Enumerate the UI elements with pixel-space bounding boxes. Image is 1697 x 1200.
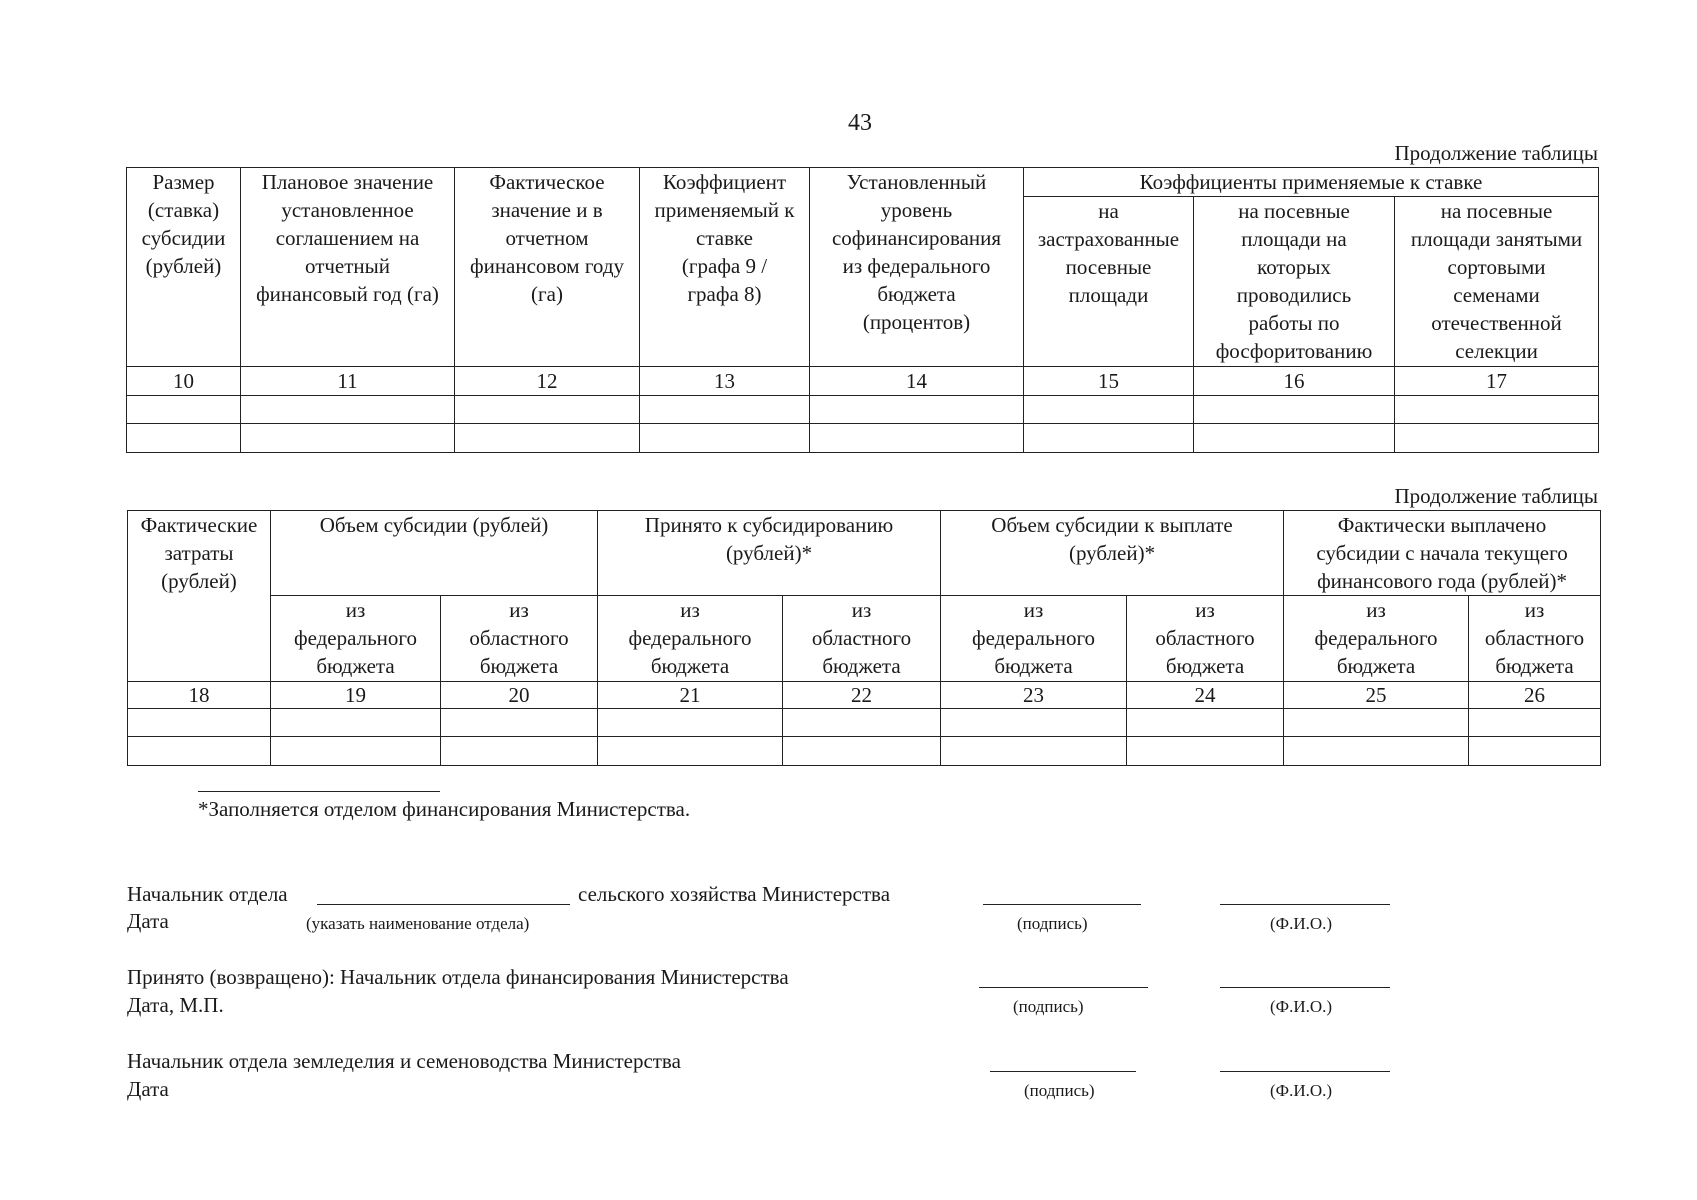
header-actual-value	[455, 168, 640, 367]
header-federal-budget	[941, 596, 1127, 682]
sig2-fio-label: (Ф.И.О.)	[1270, 997, 1333, 1016]
header-text-line: из	[345, 598, 366, 622]
header-text-line: федерального	[971, 626, 1096, 650]
column-number: 21	[598, 682, 783, 709]
sig1-fio-label: (Ф.И.О.)	[1270, 914, 1333, 933]
header-text-line: бюджета	[994, 654, 1073, 678]
sig3-fio-label: (Ф.И.О.)	[1270, 1081, 1333, 1100]
header-text-line: Установленный	[846, 170, 987, 194]
header-cofinancing-level	[810, 168, 1024, 367]
header-text-line: которых	[1257, 255, 1331, 279]
header-text-line: (рублей)	[145, 254, 222, 278]
header-text-line: семенами	[1453, 283, 1540, 307]
header-text-line: (рублей)*	[725, 541, 813, 565]
header-text-line: установленное	[281, 198, 414, 222]
table-cell	[941, 709, 1127, 737]
table-row	[127, 396, 1599, 424]
header-text-line: на	[1098, 199, 1119, 223]
header-text-line: уровень	[880, 198, 953, 222]
header-text-line: площади на	[1241, 227, 1347, 251]
header-text-line: работы по	[1248, 311, 1340, 335]
table-row	[128, 709, 1601, 737]
header-text-line: бюджета	[1495, 654, 1574, 678]
header-text-line: Принято к субсидированию	[644, 513, 894, 537]
sig1-signature-line	[983, 904, 1141, 905]
column-number: 17	[1395, 367, 1599, 396]
header-text-line: бюджета	[877, 282, 956, 306]
header-text-line: Коэффициент	[662, 170, 787, 194]
department-name-hint: (указать наименование отдела)	[306, 914, 530, 933]
column-number: 14	[810, 367, 1024, 396]
column-number: 24	[1127, 682, 1284, 709]
header-text-line: бюджета	[1336, 654, 1416, 678]
header-subsidy-volume	[271, 511, 598, 596]
sig2-title: Принято (возвращено): Начальник отдела финансирования Министерства	[127, 965, 789, 989]
table-cell	[271, 737, 441, 766]
table-cell	[271, 709, 441, 737]
header-text-line: областного	[811, 626, 912, 650]
table-cell	[1284, 709, 1469, 737]
header-text-line: (га)	[531, 282, 563, 306]
column-number: 20	[441, 682, 598, 709]
header-federal-budget	[1284, 596, 1469, 682]
table-cell	[441, 737, 598, 766]
sig3-fio-line	[1220, 1071, 1390, 1072]
table-cell	[783, 737, 941, 766]
header-text-line: площади	[1068, 283, 1149, 307]
header-text-line: Фактические	[140, 513, 258, 537]
column-number: 26	[1469, 682, 1601, 709]
header-text-line: соглашением на	[275, 226, 420, 250]
header-text-line: финансовый год (га)	[256, 282, 439, 306]
table-cell	[1395, 424, 1599, 453]
column-number: 16	[1194, 367, 1395, 396]
header-text-line: Объем субсидии к выплате	[991, 513, 1233, 537]
header-text-line: из	[851, 598, 872, 622]
header-regional-budget	[783, 596, 941, 682]
header-text-line: федерального	[293, 626, 418, 650]
header-regional-budget	[1469, 596, 1601, 682]
header-text-line: из	[680, 598, 700, 622]
header-text-line: графа 8)	[687, 282, 762, 306]
page-number: 43	[848, 110, 872, 136]
sig3-signature-label: (подпись)	[1024, 1081, 1095, 1100]
header-text-line: на посевные	[1238, 199, 1350, 223]
table-row	[127, 424, 1599, 453]
column-number: 12	[455, 367, 640, 396]
header-text-line: (рублей)	[161, 569, 237, 593]
header-text-line: отечественной	[1431, 311, 1562, 335]
header-planned-value	[241, 168, 455, 367]
header-actual-costs	[128, 511, 271, 682]
table-cell	[1194, 424, 1395, 453]
sig1-signature-label: (подпись)	[1017, 914, 1088, 933]
sig3-signature-line	[990, 1071, 1136, 1072]
header-text-line: областного	[1484, 626, 1585, 650]
header-text-line: бюджета	[1165, 654, 1245, 678]
column-number: 10	[127, 367, 241, 396]
header-text-line: (рублей)*	[1068, 541, 1156, 565]
table-cell	[1284, 737, 1469, 766]
table-cell	[127, 396, 241, 424]
header-regional-budget	[1127, 596, 1284, 682]
sig2-fio-line	[1220, 987, 1390, 988]
table-cell	[455, 424, 640, 453]
header-text-line: финансового года (рублей)*	[1317, 569, 1568, 593]
table-cell	[810, 424, 1024, 453]
header-text-line: из	[1366, 598, 1386, 622]
header-domestic-seed-areas	[1395, 197, 1599, 367]
header-regional-budget	[441, 596, 598, 682]
header-text-line: проводились	[1236, 283, 1352, 307]
header-text-line: областного	[1155, 626, 1255, 650]
sig2-signature-line	[979, 987, 1148, 988]
column-number: 19	[271, 682, 441, 709]
table1-continuation-label: Продолжение таблицы	[1394, 141, 1598, 165]
header-actually-paid	[1284, 511, 1601, 596]
header-text-line: из федерального	[842, 254, 991, 278]
table-cell	[640, 424, 810, 453]
sig1-date-label: Дата	[127, 909, 169, 933]
header-text-line: Размер	[152, 170, 215, 194]
table-cell	[1024, 424, 1194, 453]
header-text-line: отчетном	[505, 226, 589, 250]
header-text-line: областного	[469, 626, 569, 650]
table-cell	[598, 737, 783, 766]
column-number: 15	[1024, 367, 1194, 396]
column-number-row	[127, 367, 1599, 396]
column-number: 13	[640, 367, 810, 396]
header-text-line: из	[1023, 598, 1044, 622]
header-text-line: из	[509, 598, 529, 622]
table-cell	[441, 709, 598, 737]
header-text-line: субсидии с начала текущего	[1316, 541, 1568, 565]
sig1-fio-line	[1220, 904, 1390, 905]
column-number: 23	[941, 682, 1127, 709]
table-cell	[1469, 737, 1601, 766]
column-number: 25	[1284, 682, 1469, 709]
header-text-line: бюджета	[650, 654, 730, 678]
header-subsidy-rate	[127, 168, 241, 367]
header-text-line: застрахованные	[1037, 227, 1180, 251]
table-cell	[810, 396, 1024, 424]
table-cell	[1395, 396, 1599, 424]
header-text-line: фосфоритованию	[1215, 339, 1373, 363]
sig3-title: Начальник отдела земледелия и семеноводства Министерства	[127, 1049, 681, 1073]
header-text-line: Объем субсидии (рублей)	[319, 513, 549, 537]
header-insured-areas	[1024, 197, 1194, 367]
header-text-line: (процентов)	[862, 310, 971, 334]
department-name-line	[317, 904, 570, 905]
header-text-line: софинансирования	[831, 226, 1002, 250]
header-text-line: бюджета	[316, 654, 395, 678]
header-federal-budget	[598, 596, 783, 682]
table-cell	[783, 709, 941, 737]
header-phosphorite-areas	[1194, 197, 1395, 367]
header-text-line: федерального	[1314, 626, 1438, 650]
header-coefficients-group: Коэффициенты применяемые к ставке	[1024, 168, 1599, 197]
table2	[127, 510, 1601, 766]
header-text-line: из	[1195, 598, 1215, 622]
header-text-line: отчетный	[304, 254, 391, 278]
table-cell	[598, 709, 783, 737]
header-federal-budget	[271, 596, 441, 682]
header-text-line: Фактическое	[489, 170, 605, 194]
table-cell	[941, 737, 1127, 766]
header-text-line: площади занятыми	[1410, 227, 1583, 251]
table-row	[128, 737, 1601, 766]
header-text-line: Фактически выплачено	[1337, 513, 1547, 537]
column-number-row	[128, 682, 1601, 709]
header-text-line: посевные	[1065, 255, 1152, 279]
column-number: 11	[241, 367, 455, 396]
table-cell	[1469, 709, 1601, 737]
header-text-line: значение и в	[491, 198, 603, 222]
header-text-line: (графа 9 /	[681, 254, 768, 278]
footnote-separator	[198, 791, 440, 792]
header-text-line: применяемый к	[654, 198, 795, 222]
header-accepted-for-subsidy	[598, 511, 941, 596]
sig2-signature-label: (подпись)	[1013, 997, 1084, 1016]
table-cell	[1127, 737, 1284, 766]
table-cell	[128, 709, 271, 737]
sig2-date-label: Дата, М.П.	[127, 993, 224, 1017]
table-cell	[640, 396, 810, 424]
table-cell	[241, 424, 455, 453]
header-text-line: затраты	[164, 541, 234, 565]
header-subsidy-to-pay	[941, 511, 1284, 596]
header-text-line: федерального	[628, 626, 752, 650]
sig1-title-start: Начальник отдела	[127, 882, 288, 906]
header-text-line: бюджета	[479, 654, 559, 678]
header-text-line: из	[1524, 598, 1545, 622]
header-text-line: (ставка)	[147, 198, 220, 222]
header-text-line: сортовыми	[1447, 255, 1546, 279]
table-cell	[128, 737, 271, 766]
column-number: 22	[783, 682, 941, 709]
table1	[126, 167, 1599, 453]
header-text-line: Плановое значение	[261, 170, 434, 194]
header-text-line: финансовом году	[469, 254, 625, 278]
header-text-line: на посевные	[1440, 199, 1553, 223]
table2-continuation-label: Продолжение таблицы	[1394, 484, 1598, 508]
table-cell	[1194, 396, 1395, 424]
table-cell	[241, 396, 455, 424]
header-text-line: ставке	[696, 226, 753, 250]
table-cell	[1024, 396, 1194, 424]
footnote: *Заполняется отделом финансирования Министерства.	[198, 797, 691, 821]
column-number: 18	[128, 682, 271, 709]
sig3-date-label: Дата	[127, 1077, 169, 1101]
table-cell	[127, 424, 241, 453]
header-text-line: субсидии	[141, 226, 226, 250]
table-cell	[455, 396, 640, 424]
sig1-title-end: сельского хозяйства Министерства	[578, 882, 891, 906]
header-text-line: бюджета	[822, 654, 901, 678]
table-cell	[1127, 709, 1284, 737]
header-text-line: селекции	[1455, 339, 1538, 363]
header-rate-coefficient	[640, 168, 810, 367]
